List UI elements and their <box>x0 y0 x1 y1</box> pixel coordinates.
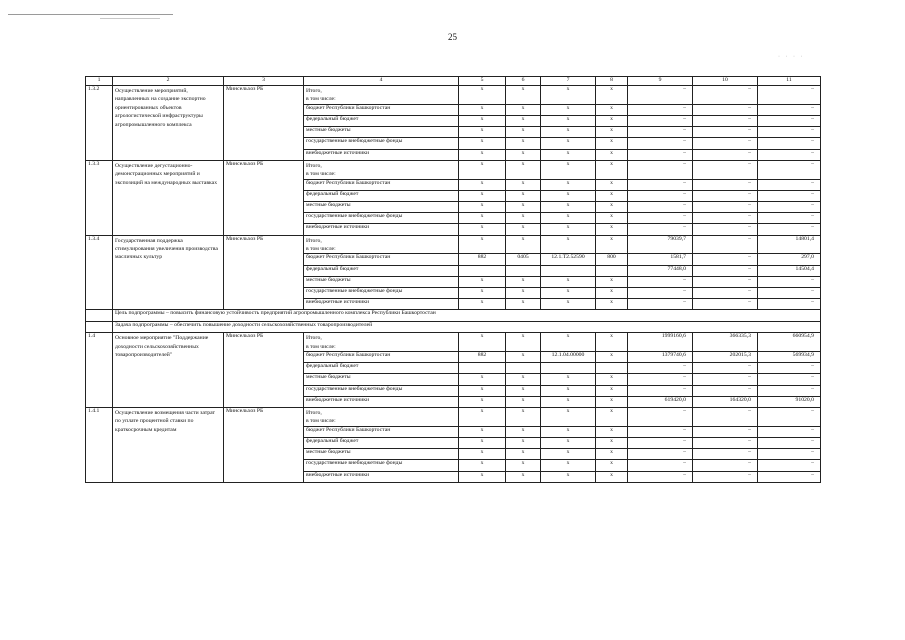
value-cell: – <box>693 190 758 201</box>
value-cell <box>459 265 506 276</box>
value-cell: x <box>596 426 628 437</box>
value-cell: x <box>541 276 596 287</box>
value-cell: 882 <box>459 254 506 265</box>
item-number-cell: 1.3.2 <box>86 86 113 161</box>
value-cell: x <box>506 213 541 224</box>
source-label-cell: местные бюджеты <box>304 127 459 138</box>
source-label-cell: государственные внебюджетные фонды <box>304 385 459 396</box>
value-cell: x <box>596 116 628 127</box>
source-label-cell: федеральный бюджет <box>304 265 459 276</box>
value-cell: – <box>628 179 693 190</box>
value-cell: x <box>506 299 541 310</box>
value-cell: – <box>693 254 758 265</box>
value-cell: 12.1.04.00000 <box>541 352 596 363</box>
column-number-cell: 4 <box>304 77 459 86</box>
value-cell: – <box>758 149 821 160</box>
value-cell: – <box>628 363 693 374</box>
total-label: Итого, <box>306 88 322 94</box>
source-label-cell: местные бюджеты <box>304 201 459 212</box>
source-label-cell: внебюджетные источники <box>304 149 459 160</box>
value-cell: x <box>596 190 628 201</box>
value-cell: – <box>758 104 821 115</box>
value-cell: x <box>541 160 596 179</box>
value-cell: x <box>541 299 596 310</box>
source-label-cell <box>304 160 459 179</box>
value-cell: x <box>596 438 628 449</box>
item-number-cell: 1.4.1 <box>86 408 113 483</box>
value-cell: x <box>459 396 506 407</box>
value-cell: – <box>628 374 693 385</box>
value-cell: – <box>628 224 693 235</box>
table-row <box>86 408 821 427</box>
value-cell: – <box>758 374 821 385</box>
value-cell: x <box>459 385 506 396</box>
value-cell: – <box>693 287 758 298</box>
value-cell: x <box>541 138 596 149</box>
source-label-cell: федеральный бюджет <box>304 438 459 449</box>
value-cell: – <box>758 287 821 298</box>
value-cell: – <box>693 213 758 224</box>
value-cell: x <box>506 471 541 482</box>
table-header-row <box>86 77 821 86</box>
value-cell: x <box>596 352 628 363</box>
value-cell: – <box>628 149 693 160</box>
value-cell: x <box>506 276 541 287</box>
value-cell: x <box>506 287 541 298</box>
table-cell <box>86 310 113 322</box>
value-cell: 0405 <box>506 254 541 265</box>
value-cell: x <box>459 408 506 427</box>
value-cell: x <box>541 438 596 449</box>
value-cell: – <box>758 160 821 179</box>
source-label-cell: бюджет Республики Башкортостан <box>304 352 459 363</box>
column-number-cell: 7 <box>541 77 596 86</box>
value-cell: x <box>506 396 541 407</box>
total-label: Итого, <box>306 410 322 416</box>
value-cell: – <box>693 224 758 235</box>
value-cell: x <box>541 408 596 427</box>
value-cell: – <box>628 104 693 115</box>
total-label: Итого, <box>306 162 322 169</box>
value-cell: x <box>596 408 628 427</box>
value-cell: – <box>693 201 758 212</box>
value-cell: – <box>628 116 693 127</box>
value-cell: – <box>693 426 758 437</box>
column-number-cell: 11 <box>758 77 821 86</box>
value-cell: x <box>459 149 506 160</box>
source-label-cell: государственные внебюджетные фонды <box>304 213 459 224</box>
value-cell: – <box>628 438 693 449</box>
value-cell: x <box>459 460 506 471</box>
value-cell: x <box>506 352 541 363</box>
goal-text: Цель подпрограммы – повысить финансовую устойчивость предприятий агропромышленного комплекса Республики Башкортостан <box>113 310 821 322</box>
value-cell: x <box>506 235 541 254</box>
value-cell: x <box>459 104 506 115</box>
value-cell: – <box>628 86 693 105</box>
value-cell: 164320,0 <box>693 396 758 407</box>
executor-cell: Минсельхоз РБ <box>224 333 304 408</box>
value-cell: x <box>506 201 541 212</box>
value-cell: x <box>596 235 628 254</box>
value-cell: – <box>628 426 693 437</box>
value-cell: – <box>693 116 758 127</box>
value-cell: x <box>596 374 628 385</box>
value-cell: x <box>541 426 596 437</box>
executor-cell: Минсельхоз РБ <box>224 160 304 235</box>
value-cell: 297,0 <box>758 254 821 265</box>
value-cell: – <box>693 460 758 471</box>
value-cell: x <box>541 86 596 105</box>
value-cell: x <box>596 179 628 190</box>
value-cell: x <box>541 201 596 212</box>
value-cell: x <box>506 449 541 460</box>
value-cell: x <box>541 179 596 190</box>
value-cell: x <box>596 201 628 212</box>
table-row <box>86 86 821 105</box>
source-label-cell: федеральный бюджет <box>304 116 459 127</box>
value-cell: x <box>541 190 596 201</box>
value-cell: – <box>758 426 821 437</box>
value-cell: – <box>758 224 821 235</box>
column-number-cell: 2 <box>113 77 224 86</box>
value-cell: x <box>459 190 506 201</box>
source-label-cell <box>304 235 459 254</box>
value-cell: x <box>459 299 506 310</box>
value-cell: x <box>541 127 596 138</box>
item-name-cell: Осуществление возмещения части затрат по уплате процентной ставки по краткосрочным кредитам <box>113 408 224 483</box>
value-cell: 1379740,6 <box>628 352 693 363</box>
executor-cell: Минсельхоз РБ <box>224 408 304 483</box>
value-cell: x <box>541 374 596 385</box>
value-cell: – <box>693 235 758 254</box>
value-cell: – <box>693 449 758 460</box>
value-cell: – <box>628 190 693 201</box>
value-cell: – <box>628 127 693 138</box>
value-cell: x <box>506 86 541 105</box>
value-cell: – <box>628 213 693 224</box>
table-row <box>86 235 821 254</box>
item-name-cell: Осуществление дегустационно-демонстрационных мероприятий и экспозиций на международных выставках <box>113 160 224 235</box>
value-cell: x <box>541 104 596 115</box>
value-cell: x <box>541 213 596 224</box>
value-cell: x <box>459 160 506 179</box>
source-label-cell: государственные внебюджетные фонды <box>304 460 459 471</box>
value-cell <box>596 265 628 276</box>
value-cell: x <box>459 86 506 105</box>
value-cell: – <box>758 138 821 149</box>
value-cell: x <box>596 213 628 224</box>
value-cell: 202015,3 <box>693 352 758 363</box>
value-cell: x <box>506 438 541 449</box>
value-cell: – <box>758 190 821 201</box>
value-cell: – <box>628 138 693 149</box>
value-cell <box>541 265 596 276</box>
value-cell: x <box>596 224 628 235</box>
value-cell: x <box>506 190 541 201</box>
column-number-cell: 10 <box>693 77 758 86</box>
value-cell: x <box>506 116 541 127</box>
scan-artifact-line <box>100 18 160 19</box>
goal-row <box>86 310 821 322</box>
value-cell: x <box>459 287 506 298</box>
source-label-cell: внебюджетные источники <box>304 224 459 235</box>
value-cell: 1999160,6 <box>628 333 693 352</box>
source-label-cell: федеральный бюджет <box>304 190 459 201</box>
value-cell: – <box>758 471 821 482</box>
scan-artifact-dots: · · · · <box>778 54 805 60</box>
value-cell: – <box>628 201 693 212</box>
value-cell: 882 <box>459 352 506 363</box>
value-cell: x <box>541 333 596 352</box>
value-cell: x <box>506 127 541 138</box>
table-cell <box>86 321 113 333</box>
value-cell: x <box>541 385 596 396</box>
executor-cell: Минсельхоз РБ <box>224 235 304 310</box>
value-cell: x <box>459 224 506 235</box>
value-cell: – <box>693 265 758 276</box>
scan-artifact-line <box>8 14 173 15</box>
source-label-cell: местные бюджеты <box>304 276 459 287</box>
value-cell: – <box>693 104 758 115</box>
source-label-cell: внебюджетные источники <box>304 396 459 407</box>
value-cell: 660954,9 <box>758 333 821 352</box>
value-cell: x <box>459 426 506 437</box>
value-cell: – <box>693 408 758 427</box>
source-label-cell: государственные внебюджетные фонды <box>304 138 459 149</box>
value-cell: x <box>459 213 506 224</box>
executor-cell: Минсельхоз РБ <box>224 86 304 161</box>
item-name-cell: Государственная поддержка стимулирования увеличения производства масличных культур <box>113 235 224 310</box>
value-cell: 79039,7 <box>628 235 693 254</box>
source-label-cell: местные бюджеты <box>304 449 459 460</box>
value-cell: x <box>596 276 628 287</box>
total-label: Итого, <box>306 237 322 244</box>
value-cell <box>506 265 541 276</box>
value-cell: x <box>459 333 506 352</box>
value-cell: – <box>693 86 758 105</box>
value-cell: x <box>506 179 541 190</box>
value-cell: – <box>758 363 821 374</box>
value-cell: x <box>541 449 596 460</box>
value-cell: 12.1.T2.52590 <box>541 254 596 265</box>
value-cell: x <box>541 471 596 482</box>
value-cell: x <box>459 374 506 385</box>
value-cell: x <box>596 385 628 396</box>
value-cell: x <box>459 235 506 254</box>
value-cell: – <box>758 385 821 396</box>
value-cell: – <box>758 86 821 105</box>
value-cell: x <box>596 104 628 115</box>
value-cell: – <box>628 408 693 427</box>
value-cell: x <box>506 408 541 427</box>
value-cell: – <box>693 438 758 449</box>
value-cell: – <box>628 449 693 460</box>
value-cell: x <box>459 276 506 287</box>
value-cell: 77448,0 <box>628 265 693 276</box>
including-label: в том числе: <box>306 343 336 350</box>
total-label: Итого, <box>306 335 322 342</box>
column-number-cell: 5 <box>459 77 506 86</box>
value-cell: 1581,7 <box>628 254 693 265</box>
value-cell: – <box>693 149 758 160</box>
column-number-cell: 1 <box>86 77 113 86</box>
value-cell: x <box>506 374 541 385</box>
value-cell: x <box>596 86 628 105</box>
source-label-cell: бюджет Республики Башкортостан <box>304 426 459 437</box>
value-cell: – <box>628 460 693 471</box>
value-cell <box>596 363 628 374</box>
value-cell: x <box>506 426 541 437</box>
including-label: в том числе: <box>306 171 336 178</box>
value-cell: 366335,3 <box>693 333 758 352</box>
value-cell: – <box>758 408 821 427</box>
table-row <box>86 333 821 352</box>
source-label-cell <box>304 333 459 352</box>
value-cell: – <box>758 201 821 212</box>
value-cell: x <box>541 149 596 160</box>
value-cell: – <box>628 299 693 310</box>
value-cell: – <box>693 179 758 190</box>
value-cell: x <box>596 449 628 460</box>
value-cell: – <box>758 127 821 138</box>
task-text: Задача подпрограммы – обеспечить повышение доходности сельскохозяйственных товаропроизводителей <box>113 321 821 333</box>
value-cell: x <box>596 149 628 160</box>
value-cell: x <box>459 438 506 449</box>
value-cell: – <box>628 160 693 179</box>
value-cell: x <box>506 385 541 396</box>
value-cell: x <box>596 299 628 310</box>
value-cell: x <box>506 460 541 471</box>
value-cell: – <box>693 374 758 385</box>
value-cell: – <box>628 385 693 396</box>
value-cell: x <box>541 396 596 407</box>
value-cell: x <box>506 149 541 160</box>
value-cell <box>459 363 506 374</box>
value-cell: x <box>541 116 596 127</box>
value-cell: – <box>693 276 758 287</box>
value-cell: – <box>758 276 821 287</box>
value-cell: x <box>541 235 596 254</box>
value-cell: – <box>758 438 821 449</box>
value-cell: – <box>758 213 821 224</box>
column-number-cell: 3 <box>224 77 304 86</box>
value-cell: – <box>758 460 821 471</box>
value-cell: x <box>596 471 628 482</box>
value-cell: x <box>459 201 506 212</box>
source-label-cell: федеральный бюджет <box>304 363 459 374</box>
value-cell: 14504,4 <box>758 265 821 276</box>
value-cell: – <box>693 127 758 138</box>
including-label: в том числе: <box>306 418 336 425</box>
value-cell: – <box>693 385 758 396</box>
including-label: в том числе: <box>306 245 336 252</box>
value-cell: x <box>506 138 541 149</box>
value-cell: 800 <box>596 254 628 265</box>
source-label-cell: местные бюджеты <box>304 374 459 385</box>
value-cell: 569934,9 <box>758 352 821 363</box>
source-label-cell: бюджет Республики Башкортостан <box>304 179 459 190</box>
including-label: в том числе: <box>306 96 336 103</box>
value-cell: – <box>628 287 693 298</box>
source-label-cell <box>304 86 459 105</box>
value-cell <box>506 363 541 374</box>
source-label-cell: внебюджетные источники <box>304 299 459 310</box>
value-cell: x <box>459 449 506 460</box>
budget-table <box>85 76 821 483</box>
task-row <box>86 321 821 333</box>
value-cell: – <box>758 179 821 190</box>
column-number-cell: 9 <box>628 77 693 86</box>
value-cell: 91020,0 <box>758 396 821 407</box>
value-cell: – <box>628 471 693 482</box>
item-number-cell: 1.3.4 <box>86 235 113 310</box>
value-cell: – <box>758 299 821 310</box>
source-label-cell: государственные внебюджетные фонды <box>304 287 459 298</box>
value-cell: x <box>459 116 506 127</box>
value-cell: x <box>459 471 506 482</box>
value-cell: x <box>596 160 628 179</box>
value-cell: – <box>693 471 758 482</box>
value-cell: – <box>758 449 821 460</box>
table-row <box>86 160 821 179</box>
value-cell: x <box>596 138 628 149</box>
source-label-cell <box>304 408 459 427</box>
value-cell: x <box>506 224 541 235</box>
value-cell: x <box>541 287 596 298</box>
column-number-cell: 8 <box>596 77 628 86</box>
item-number-cell: 1.4 <box>86 333 113 408</box>
value-cell: x <box>596 460 628 471</box>
source-label-cell: бюджет Республики Башкортостан <box>304 104 459 115</box>
item-number-cell: 1.3.3 <box>86 160 113 235</box>
value-cell: x <box>506 160 541 179</box>
value-cell: x <box>596 287 628 298</box>
value-cell: x <box>459 179 506 190</box>
value-cell: – <box>758 116 821 127</box>
value-cell: – <box>693 160 758 179</box>
value-cell: x <box>459 127 506 138</box>
value-cell: 619420,0 <box>628 396 693 407</box>
source-label-cell: бюджет Республики Башкортостан <box>304 254 459 265</box>
value-cell: x <box>596 396 628 407</box>
value-cell <box>541 363 596 374</box>
value-cell: – <box>628 276 693 287</box>
value-cell: x <box>596 127 628 138</box>
value-cell: 14801,4 <box>758 235 821 254</box>
value-cell: x <box>541 460 596 471</box>
value-cell: x <box>506 333 541 352</box>
value-cell: – <box>693 138 758 149</box>
column-number-cell: 6 <box>506 77 541 86</box>
value-cell: x <box>541 224 596 235</box>
page-number: 25 <box>448 32 457 42</box>
value-cell: – <box>693 363 758 374</box>
source-label-cell: внебюджетные источники <box>304 471 459 482</box>
value-cell: x <box>459 138 506 149</box>
item-name-cell: Осуществление мероприятий, направленных на создание экспортно ориентированных объектов агрологистической инфраструктуры агропромышленного комплекса <box>113 86 224 161</box>
value-cell: x <box>596 333 628 352</box>
value-cell: x <box>506 104 541 115</box>
item-name-cell: Основное мероприятие "Поддержание доходности сельскохозяйственных товаропроизводителей" <box>113 333 224 408</box>
value-cell: – <box>693 299 758 310</box>
